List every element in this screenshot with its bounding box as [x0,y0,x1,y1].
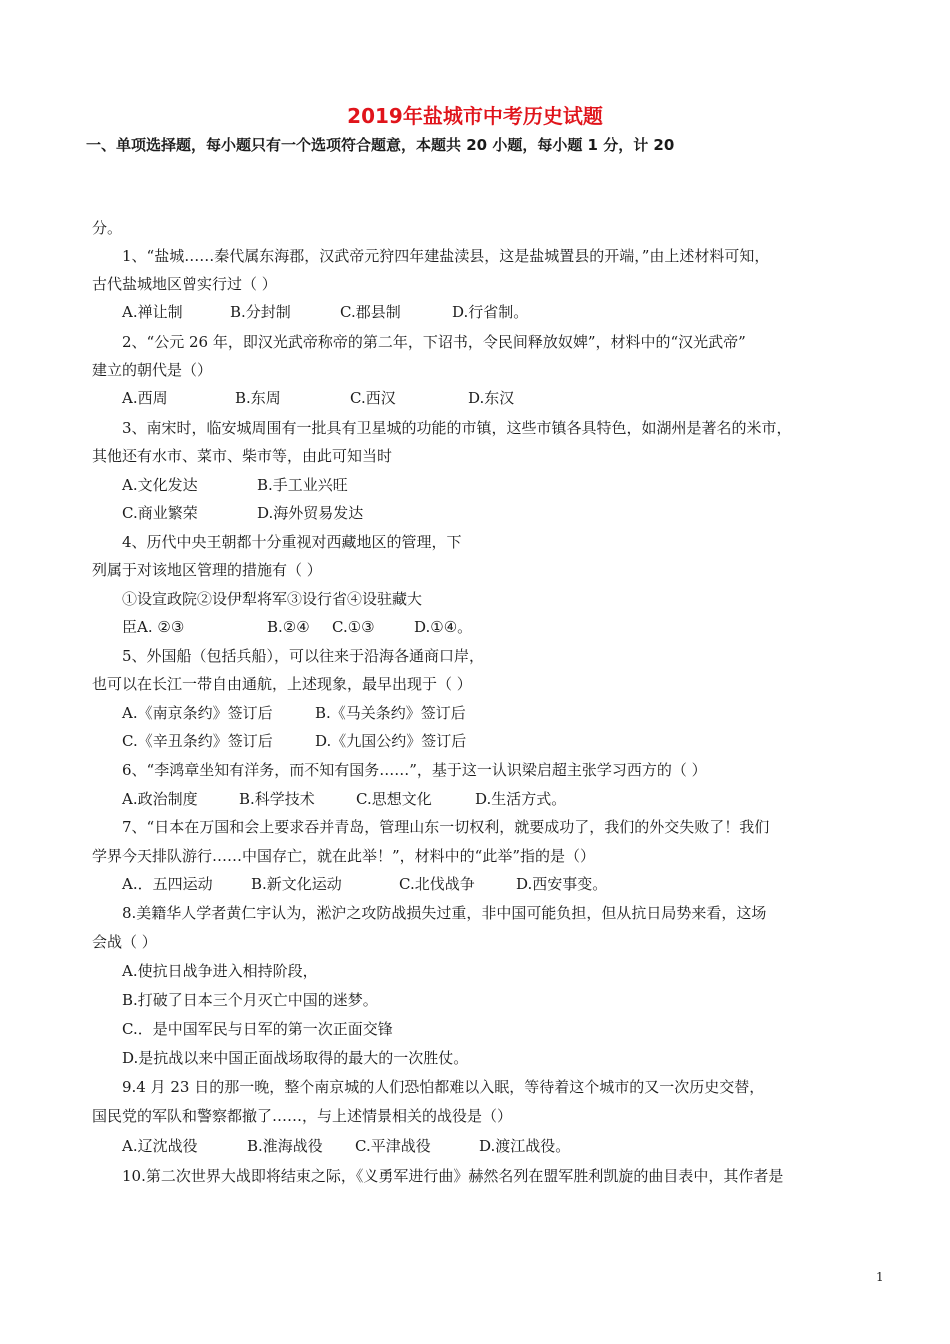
q10-line1: 10.第二次世界大战即将结束之际，《义勇军进行曲》赫然名列在盟军胜利凯旋的曲目表中，其作者是 [122,1167,784,1185]
q3-option-c: C.商业繁荣 [122,504,198,522]
section-heading-tail: 分。 [92,219,123,237]
q2-line2: 建立的朝代是（） [92,361,213,379]
q5-option-b: B.《马关条约》签订后 [315,704,466,722]
q3-option-a: A.文化发达 [122,476,198,494]
q5-option-d: D.《九国公约》签订后 [315,732,467,750]
q7-option-b: B.新文化运动 [251,875,342,893]
q4-option-a: 臣A. ②③ [122,618,185,636]
q1-option-c: C.郡县制 [340,303,401,321]
q5-line1: 5、外国船（包括兵船），可以往来于沿海各通商口岸， [122,647,485,665]
q7-options [122,874,607,894]
q1-option-a: A.禅让制 [122,303,183,321]
q3-line2: 其他还有水市、菜市、柴市等，由此可知当时 [92,447,393,465]
q2-option-b: B.东周 [235,389,281,407]
q1-line2: 古代盐城地区曾实行过（ ） [92,275,277,293]
q9-line2: 国民党的军队和警察都撤了……，与上述情景相关的战役是（） [92,1107,513,1125]
q4-line1: 4、历代中央王朝都十分重视对西藏地区的管理，下 [122,533,462,551]
page-title: 2019年盐城市中考历史试题 [347,104,603,128]
q6-option-a: A.政治制度 [122,790,198,808]
q1-options [122,302,528,322]
q1-option-d: D.行省制。 [452,303,529,321]
q8-option-a: A.使抗日战争进入相持阶段， [122,962,318,980]
q4-option-c: C.①③ [332,618,375,636]
page-number: 1 [876,1270,884,1284]
q9-option-d: D.渡江战役。 [479,1137,571,1155]
q5-options-row1 [122,703,466,723]
q5-options-row2 [122,731,466,751]
q8-option-b: B.打破了日本三个月灭亡中国的迷梦。 [122,991,378,1009]
q7-option-d: D.西安事变。 [516,875,608,893]
q1-line1: 1、“盐城……秦代属东海郡，汉武帝元狩四年建盐渎县，这是盐城置县的开端，”由上述材料可知， [122,247,770,265]
q7-option-c: C.北伐战争 [399,875,475,893]
q8-line2: 会战（ ） [92,933,157,951]
q4-options [122,617,472,637]
q6-line1: 6、“李鸿章坐知有洋务，而不知有国务……”，基于这一认识梁启超主张学习西方的（ ） [122,761,707,779]
q3-option-b: B.手工业兴旺 [257,476,348,494]
q6-options [122,789,566,809]
q1-option-b: B.分封制 [230,303,291,321]
q5-option-a: A.《南京条约》签订后 [122,704,273,722]
q8-option-d: D.是抗战以来中国正面战场取得的最大的一次胜仗。 [122,1049,469,1067]
q9-line1: 9.4 月 23 日的那一晚，整个南京城的人们恐怕都难以入眠，等待着这个城市的又一次历史交替， [122,1078,765,1096]
q3-options-row2 [122,503,363,523]
q2-option-a: A.西周 [122,389,168,407]
q9-option-c: C.平津战役 [355,1137,431,1155]
q4-line3: ①设宣政院②设伊犁将军③设行省④设驻藏大 [122,590,423,608]
q8-line1: 8.美籍华人学者黄仁宇认为，淞沪之攻防战损失过重，非中国可能负担，但从抗日局势来看，这场 [122,904,767,922]
q2-option-c: C.西汉 [350,389,396,407]
q9-option-b: B.淮海战役 [247,1137,323,1155]
q2-option-d: D.东汉 [468,389,515,407]
q4-line2: 列属于对该地区管理的措施有（ ） [92,561,322,579]
q3-options-row1 [122,475,348,495]
q8-option-c: C.．是中国军民与日军的第一次正面交锋 [122,1020,393,1038]
q6-option-d: D.生活方式。 [475,790,567,808]
q4-option-b: B.②④ [267,618,310,636]
q2-line1: 2、“公元 26 年，即汉光武帝称帝的第二年，下诏书，令民间释放奴婢”，材料中的“汉光武帝” [122,333,746,351]
q3-option-d: D.海外贸易发达 [257,504,364,522]
q5-option-c: C.《辛丑条约》签订后 [122,732,273,750]
q2-options [122,388,514,408]
q7-line1: 7、“日本在万国和会上要求吞并青岛，管理山东一切权利，就要成功了，我们的外交失败了！我们 [122,818,770,836]
q6-option-c: C.思想文化 [356,790,432,808]
section-heading: 一、单项选择题，每小题只有一个选项符合题意，本题共 20 小题，每小题 1 分，计 20 [86,136,675,154]
q5-line2: 也可以在长江一带自由通航，上述现象，最早出现于（ ） [92,675,472,693]
q4-option-d: D.①④。 [414,618,473,636]
q9-options [122,1136,570,1156]
q7-line2: 学界今天排队游行……中国存亡，就在此举！”，材料中的“此举”指的是（） [92,847,596,865]
q6-option-b: B.科学技术 [239,790,315,808]
q9-option-a: A.辽沈战役 [122,1137,198,1155]
q7-option-a: A.．五四运动 [122,875,213,893]
q3-line1: 3、南宋时，临安城周围有一批具有卫星城的功能的市镇，这些市镇各具特色，如湖州是著名的米市， [122,419,792,437]
